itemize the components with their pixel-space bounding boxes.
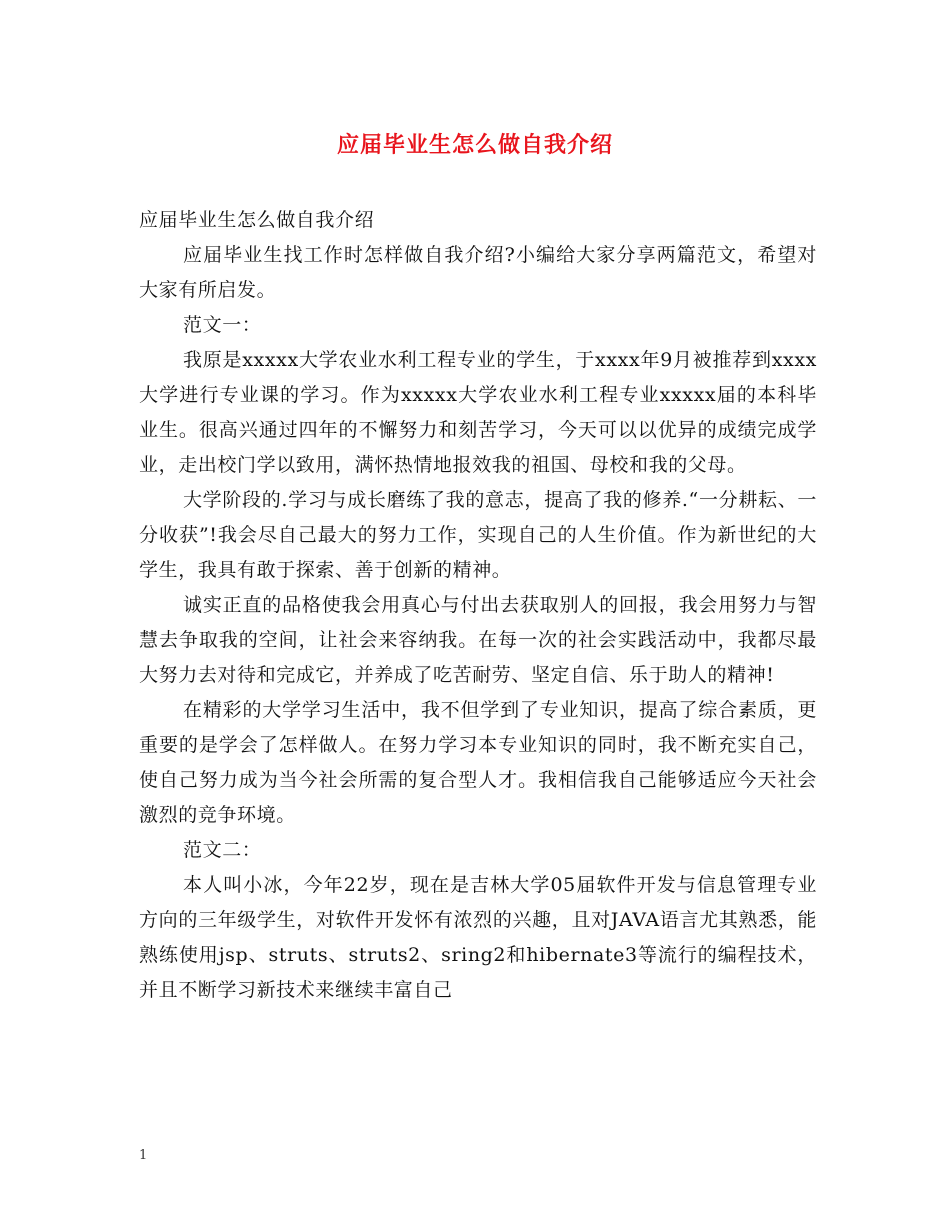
- sample-one-paragraph-1: 我原是xxxxx大学农业水利工程专业的学生，于xxxx年9月被推荐到xxxx大学进行专业课的学习。作为xxxxx大学农业水利工程专业xxxxx届的本科毕业生。很高兴通过四年的不懈努力和刻苦学习，今天可以以优异的成绩完成学业，走出校门学以致用，满怀热情地报效我的祖国、母校和我的父母。: [139, 349, 817, 476]
- sample-one-paragraph-3: 诚实正直的品格使我会用真心与付出去获取别人的回报，我会用努力与智慧去争取我的空间，让社会来容纳我。在每一次的社会实践活动中，我都尽最大努力去对待和完成它，并养成了吃苦耐劳、坚定自信、乐于助人的精神!: [139, 594, 817, 686]
- sample-two-paragraph-1: 本人叫小冰，今年22岁，现在是吉林大学05届软件开发与信息管理专业方向的三年级学生，对软件开发怀有浓烈的兴趣，且对JAVA语言尤其熟悉，能熟练使用jsp、struts、struts2、sring2和hibernate3等流行的编程技术，并且不断学习新技术来继续丰富自己: [139, 874, 817, 1001]
- intro-paragraph: 应届毕业生找工作时怎样做自我介绍?小编给大家分享两篇范文，希望对大家有所启发。: [139, 244, 817, 301]
- document-title: 应届毕业生怎么做自我介绍: [336, 133, 613, 158]
- page-number: 1: [139, 1148, 148, 1163]
- heading-paragraph: 应届毕业生怎么做自我介绍: [139, 209, 375, 231]
- document-body: [139, 203, 817, 1008]
- sample-one-label: 范文一：: [183, 314, 262, 336]
- sample-one-paragraph-2: 大学阶段的.学习与成长磨练了我的意志，提高了我的修养.“一分耕耘、一分收获”!我会尽自己最大的努力工作，实现自己的人生价值。作为新世纪的大学生，我具有敢于探索、善于创新的精神。: [139, 489, 817, 581]
- sample-one-paragraph-4: 在精彩的大学学习生活中，我不但学到了专业知识，提高了综合素质，更重要的是学会了怎样做人。在努力学习本专业知识的同时，我不断充实自己，使自己努力成为当今社会所需的复合型人才。我相信我自己能够适应今天社会激烈的竞争环境。: [139, 699, 817, 826]
- sample-two-label: 范文二：: [183, 839, 262, 861]
